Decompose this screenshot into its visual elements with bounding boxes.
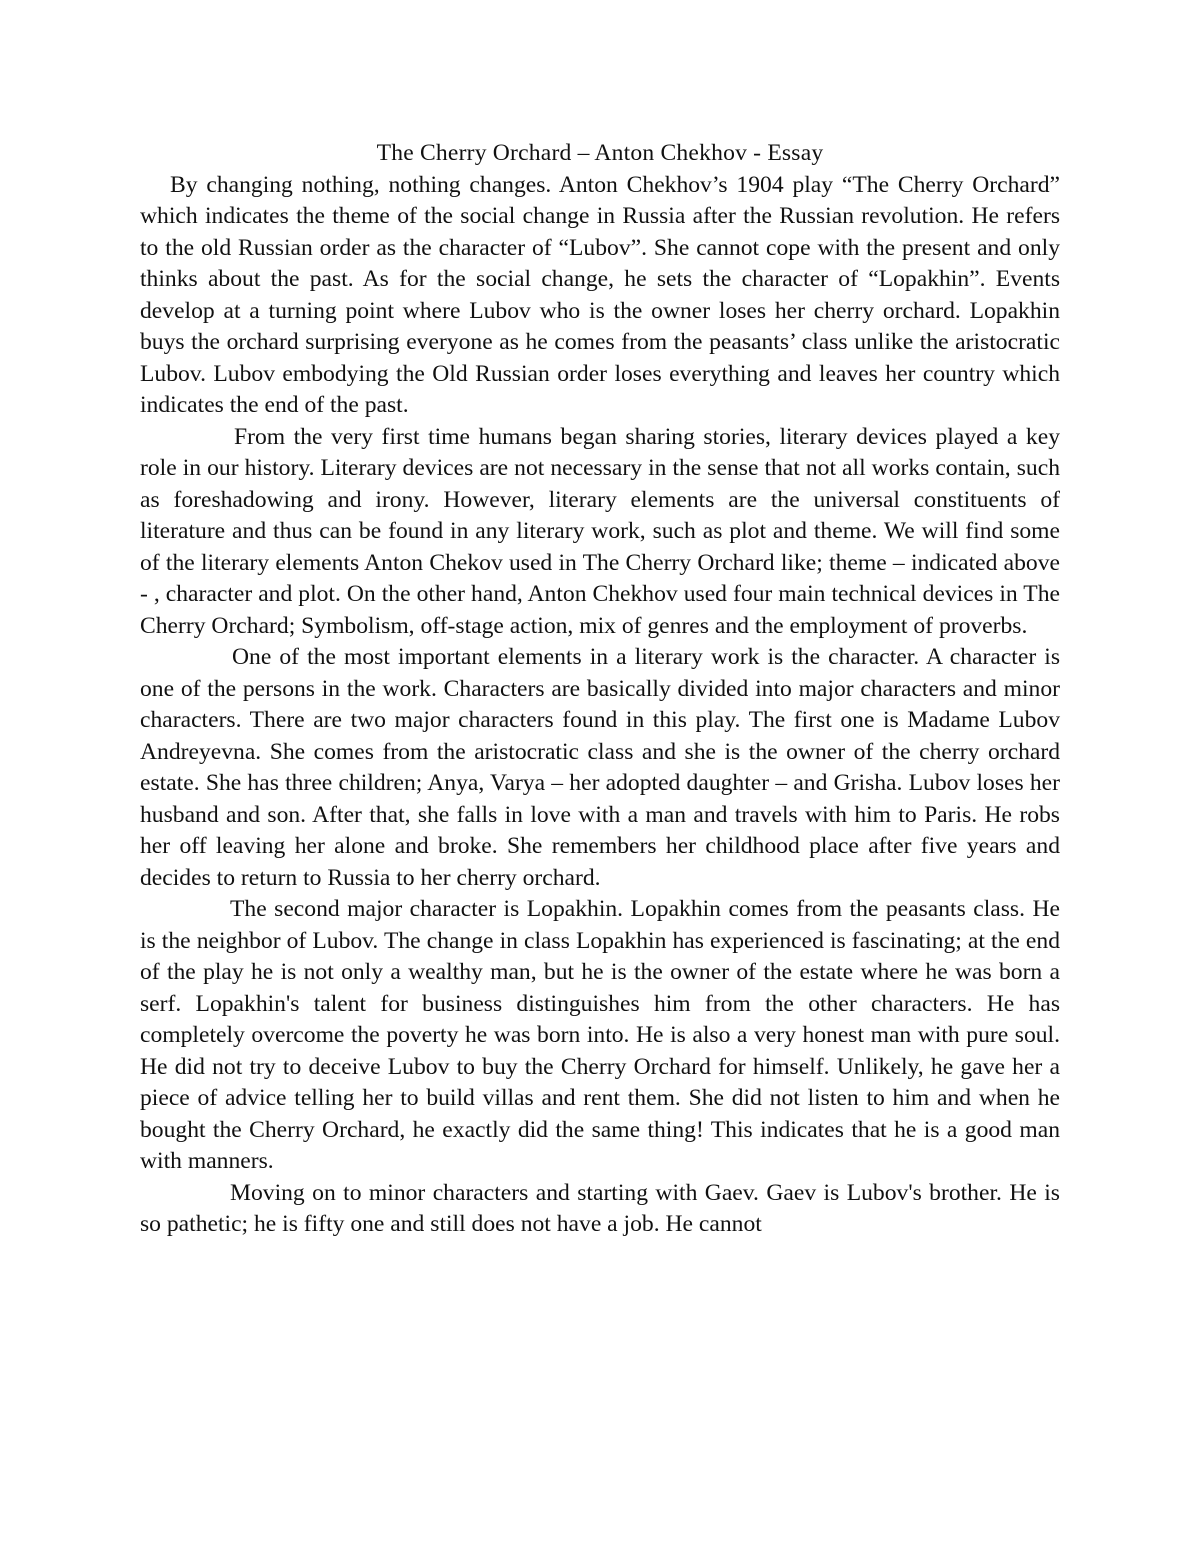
paragraph-character-lubov: One of the most important elements in a literary work is the character. A character is one of the persons in the work. Characters are basically divided into major characters and minor characters. There are two major characters found in this play. The first one is Madame Lubov Andreyevna. She comes from the aristocratic class and she is the owner of the cherry orchard estate. She has three children; Anya, Varya – her adopted daughter – and Grisha. Lubov loses her husband and son. After that, she falls in love with a man and travels with him to Paris. He robs her off leaving her alone and broke. She remembers her childhood place after five years and decides to return to Russia to her cherry orchard. [140,644,1060,891]
paragraph-character-lopakhin: The second major character is Lopakhin. Lopakhin comes from the peasants class. He is the neighbor of Lubov. The change in class Lopakhin has experienced is fascinating; at the end of the play he is not only a wealthy man, but he is the owner of the estate where he was born a serf. Lopakhin's talent for business distinguishes him from the other characters. He has completely overcome the poverty he was born into. He is also a very honest man with pure soul. He did not try to deceive Lubov to buy the Cherry Orchard for himself. Unlikely, he gave her a piece of advice telling her to build villas and rent them. She did not listen to him and when he bought the Cherry Orchard, he exactly did the same thing! This indicates that he is a good man with manners. [140,896,1060,1174]
paragraph-minor-characters: Moving on to minor characters and starting with Gaev. Gaev is Lubov's brother. He is so pathetic; he is fifty one and still does not have a job. He cannot [140,1179,1060,1237]
document-page [140,138,1060,1241]
document-title: The Cherry Orchard – Anton Chekhov - Essay [376,140,824,166]
paragraph-literary-devices: From the very first time humans began sharing stories, literary devices played a key role in our history. Literary devices are not necessary in the sense that not all works contain, such as foreshadowing and irony. However, literary elements are the universal constituents of literature and thus can be found in any literary work, such as plot and theme. We will find some of the literary elements Anton Chekov used in The Cherry Orchard like; theme – indicated above - , character and plot. On the other hand, Anton Chekhov used four main technical devices in The Cherry Orchard; Symbolism, off-stage action, mix of genres and the employment of proverbs. [140,423,1060,639]
paragraph-intro: By changing nothing, nothing changes. Anton Chekhov’s 1904 play “The Cherry Orchard” which indicates the theme of the social change in Russia after the Russian revolution. He refers to the old Russian order as the character of “Lubov”. She cannot cope with the present and only thinks about the past. As for the social change, he sets the character of “Lopakhin”. Events develop at a turning point where Lubov who is the owner loses her cherry orchard. Lopakhin buys the orchard surprising everyone as he comes from the peasants’ class unlike the aristocratic Lubov. Lubov embodying the Old Russian order loses everything and leaves her country which indicates the end of the past. [140,171,1060,418]
